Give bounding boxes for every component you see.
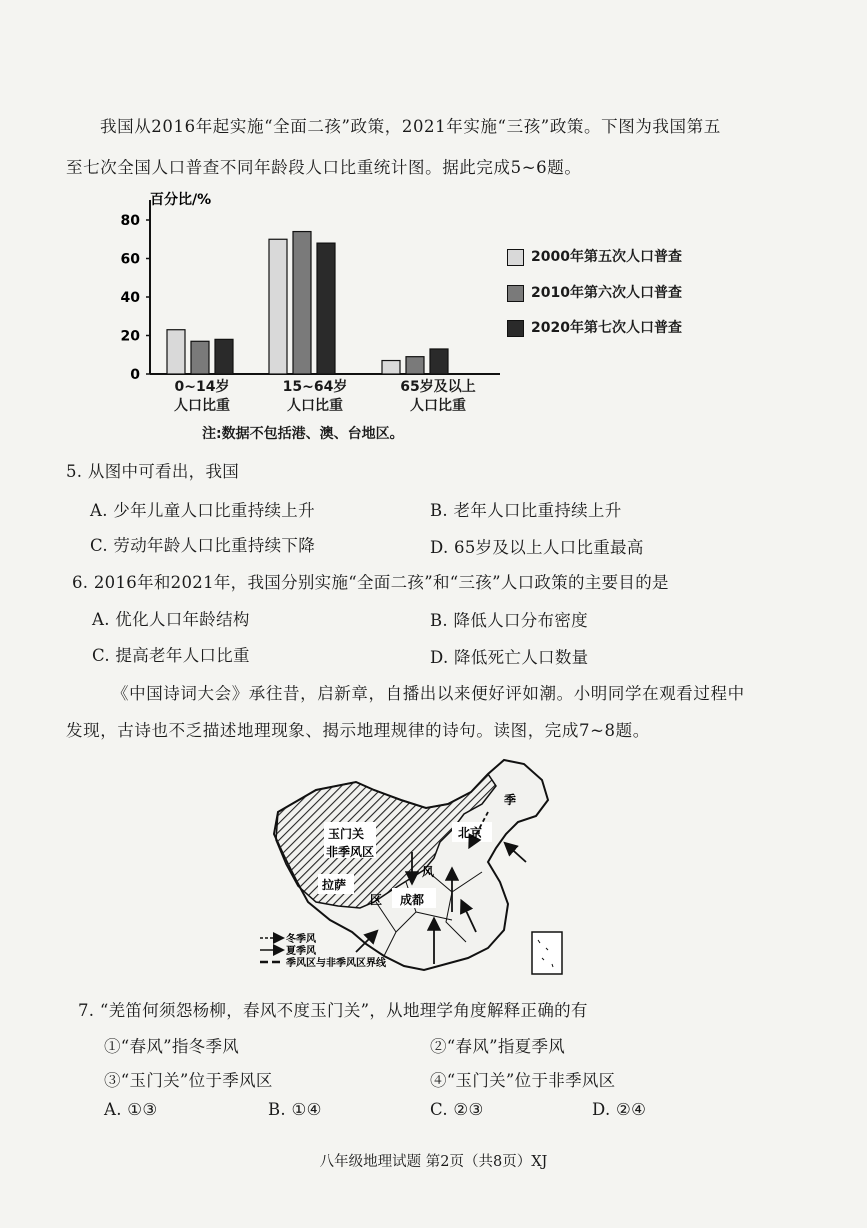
question-6-option-c[interactable]: C. 提高老年人口比重 — [92, 646, 250, 665]
question-7-statement-4: ④“玉门关”位于非季风区 — [430, 1071, 616, 1090]
y-tick-label: 80 — [120, 213, 140, 229]
map-legend-summer: 夏季风 — [286, 946, 316, 957]
category-label-15-64 — [260, 378, 370, 416]
question-7-option-b[interactable]: B. ①④ — [268, 1100, 322, 1119]
map-label-beijing: 北京 — [458, 826, 483, 840]
bar-2-0 — [382, 361, 400, 374]
intro-paragraph-line1: 我国从2016年起实施“全面二孩”政策，2021年实施“三孩”政策。下图为我国第五 — [100, 117, 721, 136]
intro-paragraph-line2: 至七次全国人口普查不同年龄段人口比重统计图。据此完成5~6题。 — [66, 158, 582, 177]
category-label-0-14 — [147, 378, 257, 416]
question-5-option-d[interactable]: D. 65岁及以上人口比重最高 — [430, 538, 644, 557]
bar-1-0 — [269, 239, 287, 374]
question-5-option-a[interactable]: A. 少年儿童人口比重持续上升 — [90, 501, 315, 520]
legend-swatch-2000 — [507, 249, 524, 266]
category-label-65-plus — [383, 378, 493, 416]
map-label-feng: 风 — [422, 865, 435, 879]
question-7-statement-3: ③“玉门关”位于季风区 — [104, 1071, 273, 1090]
category-label-15-64-text: 15~64岁 人口比重 — [282, 379, 348, 414]
bar-0-1 — [191, 341, 209, 374]
question-5-option-b[interactable]: B. 老年人口比重持续上升 — [430, 501, 622, 520]
category-label-0-14-text: 0~14岁 人口比重 — [174, 379, 230, 414]
question-7-option-d[interactable]: D. ②④ — [592, 1100, 647, 1119]
map-label-lasa: 拉萨 — [322, 878, 347, 892]
legend-label-2020: 2020年第七次人口普查 — [531, 320, 682, 336]
legend-swatch-2020 — [507, 320, 524, 337]
bar-0-0 — [167, 330, 185, 374]
map-legend-boundary: 季风区与非季风区界线 — [286, 958, 386, 969]
population-bar-chart — [115, 188, 515, 398]
map-label-qu: 区 — [370, 893, 383, 907]
intro2-paragraph-line2: 发现，古诗也不乏描述地理现象、揭示地理规律的诗句。读图，完成7~8题。 — [66, 721, 650, 740]
bar-1-1 — [293, 232, 311, 374]
map-label-yumenguan: 玉门关 — [328, 827, 365, 841]
question-5-stem: 5. 从图中可看出，我国 — [66, 462, 240, 481]
question-6-option-b[interactable]: B. 降低人口分布密度 — [430, 611, 588, 630]
legend-label-2000: 2000年第五次人口普查 — [531, 249, 682, 265]
page-footer: 八年级地理试题 第2页（共8页）XJ — [319, 1154, 548, 1170]
legend-swatch-2010 — [507, 285, 524, 302]
map-label-ji: 季 — [504, 793, 517, 807]
map-legend-winter: 冬季风 — [286, 934, 316, 945]
question-7-option-a[interactable]: A. ①③ — [104, 1100, 158, 1119]
question-7-statement-2: ②“春风”指夏季风 — [430, 1037, 566, 1056]
south-china-sea-inset — [532, 932, 562, 974]
intro2-paragraph-line1: 《中国诗词大会》承往昔，启新章，自播出以来便好评如潮。小明同学在观看过程中 — [112, 684, 745, 703]
china-monsoon-map — [256, 752, 576, 982]
category-label-65-plus-text: 65岁及以上 人口比重 — [400, 379, 476, 414]
question-7-stem: 7. “羌笛何须怨杨柳，春风不度玉门关”，从地理学角度解释正确的有 — [78, 1001, 588, 1020]
question-7-statement-1: ①“春风”指冬季风 — [104, 1037, 240, 1056]
question-7-option-c[interactable]: C. ②③ — [430, 1100, 484, 1119]
bar-0-2 — [215, 339, 233, 374]
chart-note: 注:数据不包括港、澳、台地区。 — [202, 426, 404, 442]
question-6-option-a[interactable]: A. 优化人口年龄结构 — [92, 610, 250, 629]
bar-2-2 — [430, 349, 448, 374]
question-6-stem: 6. 2016年和2021年，我国分别实施“全面二孩”和“三孩”人口政策的主要目的是 — [72, 573, 669, 592]
y-axis-title: 百分比/% — [150, 192, 212, 208]
question-5-option-c[interactable]: C. 劳动年龄人口比重持续下降 — [90, 536, 316, 555]
y-tick-label: 20 — [120, 328, 140, 345]
map-label-chengdu: 成都 — [400, 893, 425, 907]
bar-1-2 — [317, 243, 335, 374]
bar-2-1 — [406, 357, 424, 374]
y-tick-label: 0 — [130, 367, 140, 383]
question-6-option-d[interactable]: D. 降低死亡人口数量 — [430, 648, 589, 667]
map-label-non-monsoon: 非季风区 — [326, 845, 375, 859]
y-tick-label: 40 — [120, 290, 140, 306]
y-tick-label: 60 — [120, 251, 140, 268]
legend-label-2010: 2010年第六次人口普查 — [531, 285, 682, 301]
